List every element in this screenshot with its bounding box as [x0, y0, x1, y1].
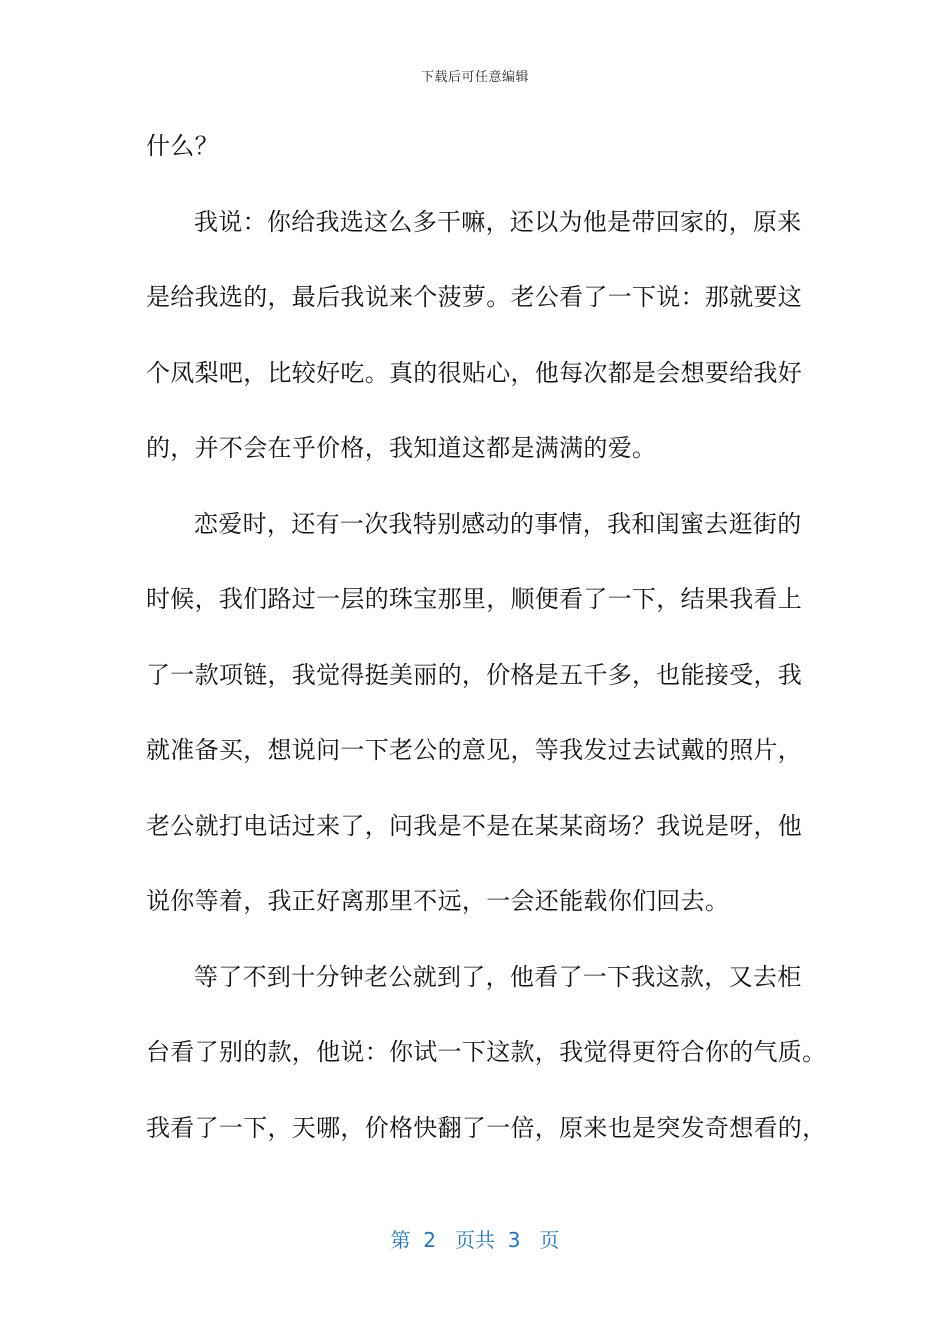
text-line: 老公就打电话过来了，问我是不是在某某商场？我说是呀，他 — [146, 811, 803, 840]
page-number-footer: 第 2 页共 3 页 — [390, 1228, 560, 1252]
text-line: 就准备买，想说问一下老公的意见，等我发过去试戴的照片， — [146, 736, 803, 764]
text-line: 了一款项链，我觉得挺美丽的，价格是五千多，也能接受，我 — [146, 660, 803, 689]
paragraph-start-line: 等了不到十分钟老公就到了，他看了一下我这款，又去柜 — [194, 962, 802, 991]
text-line: 台看了别的款，他说：你试一下这款，我觉得更符合你的气质。 — [146, 1038, 827, 1066]
document-body — [146, 119, 827, 1176]
page-header: 下载后可任意编辑 — [420, 70, 529, 85]
text-line: 是给我选的，最后我说来个菠萝。老公看了一下说：那就要这 — [146, 283, 803, 311]
text-line: 我看了一下，天哪，价格快翻了一倍，原来也是突发奇想看的， — [146, 1113, 827, 1142]
text-line: 个凤梨吧，比较好吃。真的很贴心，他每次都是会想要给我好 — [146, 358, 803, 387]
text-line: 什么？ — [146, 132, 219, 160]
paragraph-start-line: 恋爱时，还有一次我特别感动的事情，我和闺蜜去逛街的 — [194, 509, 802, 538]
text-line: 的，并不会在乎价格，我知道这都是满满的爱。 — [146, 434, 657, 462]
text-line: 说你等着，我正好离那里不远，一会还能载你们回去。 — [146, 887, 730, 915]
text-line: 时候，我们路过一层的珠宝那里，顺便看了一下，结果我看上 — [146, 585, 803, 613]
paragraph-start-line: 我说：你给我选这么多干嘛，还以为他是带回家的，原来 — [194, 207, 802, 236]
